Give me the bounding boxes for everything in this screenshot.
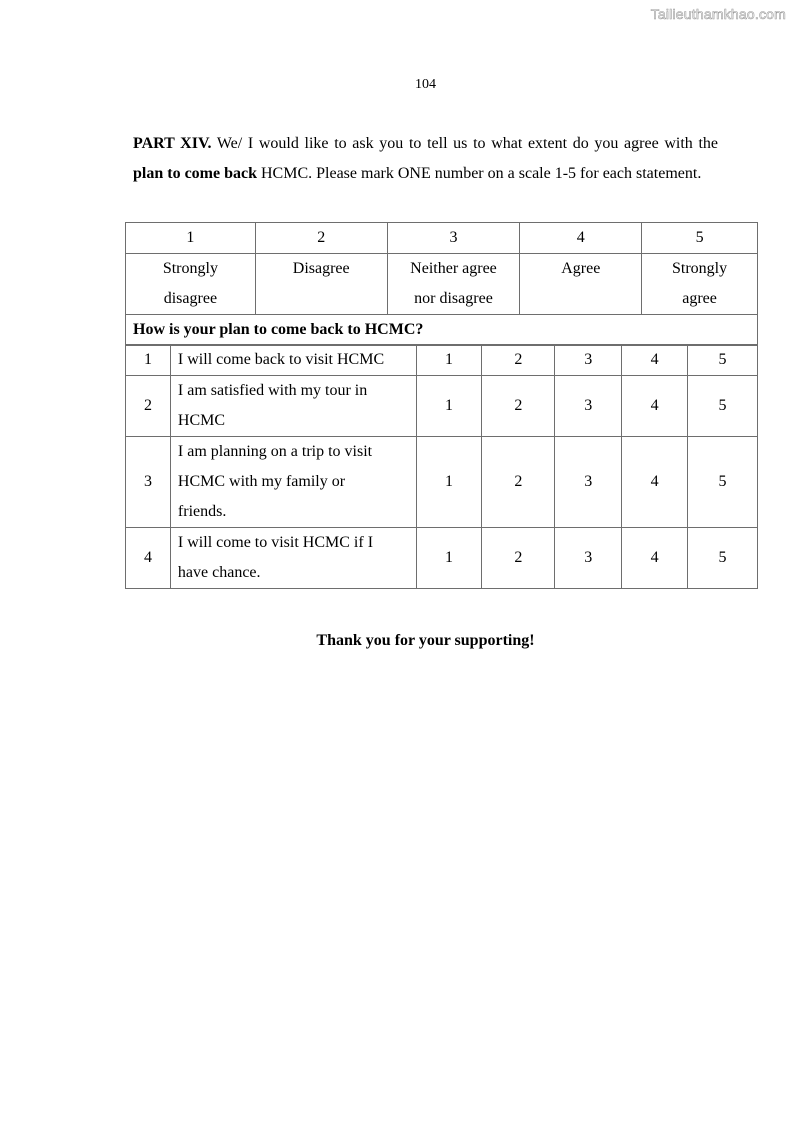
intro-text-b: HCMC. Please mark ONE number on a scale 1-5 for each statement. <box>257 164 702 182</box>
rating-option-1[interactable]: 1 <box>416 437 482 528</box>
table-row <box>126 437 758 528</box>
rating-option-4[interactable]: 4 <box>622 528 688 589</box>
rating-option-1[interactable]: 1 <box>416 345 482 376</box>
item-statement: I will come to visit HCMC if I have chance. <box>170 528 416 589</box>
scale-number-1: 1 <box>126 223 256 254</box>
scale-number-5: 5 <box>642 223 758 254</box>
rating-option-5[interactable]: 5 <box>688 345 758 376</box>
rating-option-1[interactable]: 1 <box>416 528 482 589</box>
scale-number-3: 3 <box>387 223 520 254</box>
item-statement: I will come back to visit HCMC <box>170 345 416 376</box>
table-row <box>126 528 758 589</box>
rating-option-2[interactable]: 2 <box>482 345 555 376</box>
rating-option-3[interactable]: 3 <box>555 528 622 589</box>
item-statement: I am satisfied with my tour in HCMC <box>170 376 416 437</box>
intro-text-a: We/ I would like to ask you to tell us to what extent do you agree with the <box>211 135 719 152</box>
scale-label-row <box>126 254 758 315</box>
page-number: 104 <box>415 77 436 92</box>
survey-items-table <box>125 344 758 589</box>
scale-legend-table <box>125 222 758 346</box>
rating-option-5[interactable]: 5 <box>688 437 758 528</box>
rating-option-4[interactable]: 4 <box>622 376 688 437</box>
item-number: 4 <box>126 528 171 589</box>
scale-number-row <box>126 223 758 254</box>
rating-option-4[interactable]: 4 <box>622 437 688 528</box>
item-number: 3 <box>126 437 171 528</box>
item-number: 1 <box>126 345 171 376</box>
scale-label-1: Strongly disagree <box>126 254 256 315</box>
scale-number-4: 4 <box>520 223 642 254</box>
section-title-row <box>126 315 758 346</box>
closing-message: Thank you for your supporting! <box>316 632 535 649</box>
scale-label-2: Disagree <box>255 254 387 315</box>
intro-paragraph <box>133 129 718 188</box>
part-label: PART XIV. <box>133 135 212 152</box>
rating-option-2[interactable]: 2 <box>482 437 555 528</box>
rating-option-5[interactable]: 5 <box>688 528 758 589</box>
table-row <box>126 345 758 376</box>
item-statement: I am planning on a trip to visit HCMC with my family or friends. <box>170 437 416 528</box>
scale-label-3: Neither agree nor disagree <box>387 254 520 315</box>
rating-option-3[interactable]: 3 <box>555 437 622 528</box>
rating-option-5[interactable]: 5 <box>688 376 758 437</box>
intro-bold-phrase: plan to come back <box>133 164 257 182</box>
rating-option-1[interactable]: 1 <box>416 376 482 437</box>
watermark: Tailieuthamkhao.com <box>650 6 786 22</box>
rating-option-2[interactable]: 2 <box>482 376 555 437</box>
table-row <box>126 376 758 437</box>
rating-option-3[interactable]: 3 <box>555 345 622 376</box>
item-number: 2 <box>126 376 171 437</box>
rating-option-2[interactable]: 2 <box>482 528 555 589</box>
section-title: How is your plan to come back to HCMC? <box>126 315 758 346</box>
scale-label-4: Agree <box>520 254 642 315</box>
scale-number-2: 2 <box>255 223 387 254</box>
rating-option-4[interactable]: 4 <box>622 345 688 376</box>
scale-label-5: Strongly agree <box>642 254 758 315</box>
rating-option-3[interactable]: 3 <box>555 376 622 437</box>
